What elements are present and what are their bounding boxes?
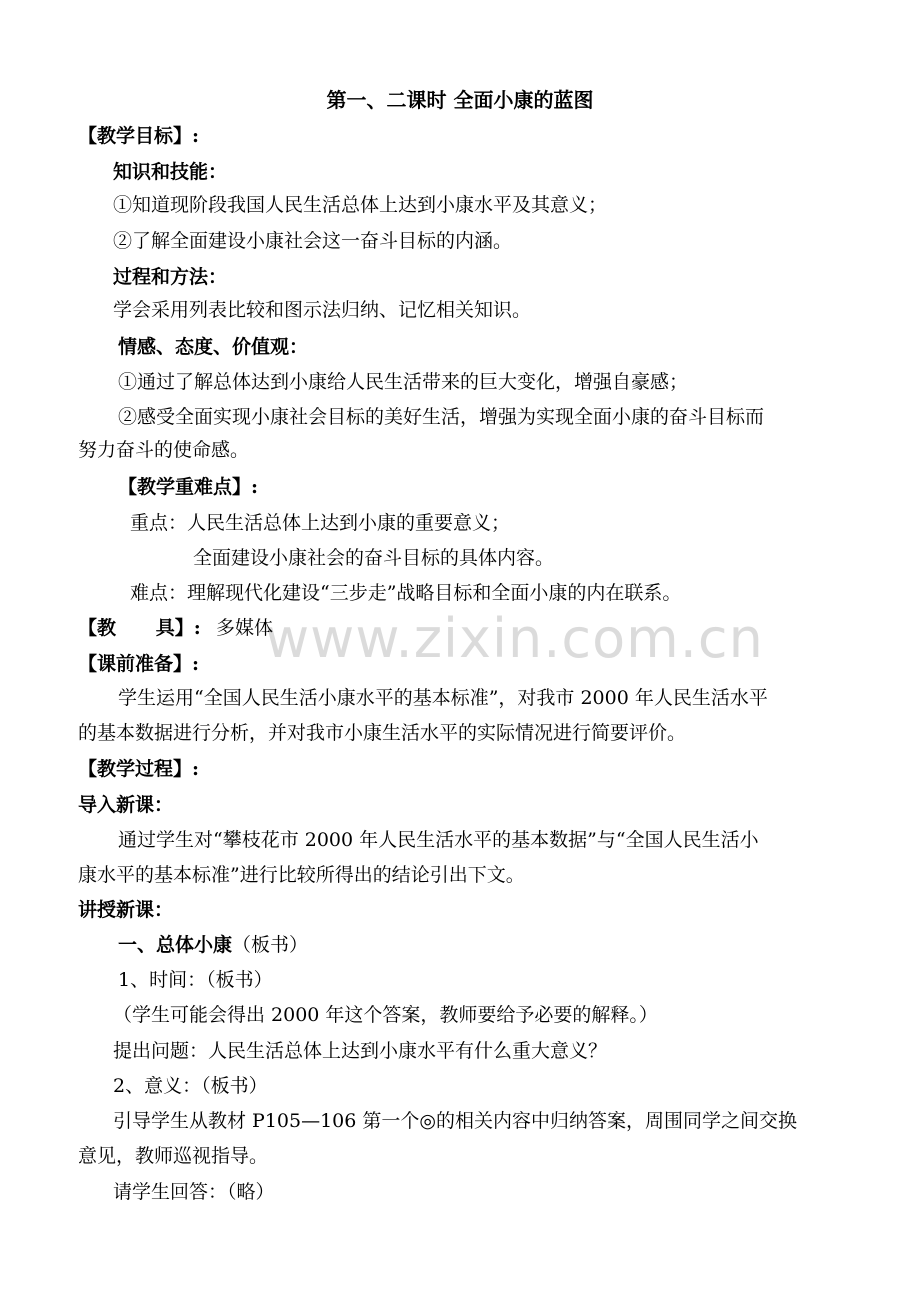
tools-heading: 【教 具】:	[78, 617, 201, 639]
item-1-time: 1、时间：（板书）	[118, 969, 273, 991]
process-method-item: 学会采用列表比较和图示法归纳、记忆相关知识。	[113, 299, 532, 321]
guide-line-1: 引导学生从教材 P105—106 第一个◎的相关内容中归纳答案，周围同学之间交换	[113, 1110, 797, 1132]
tools-value: 多媒体	[216, 617, 274, 639]
knowledge-item-2: ②了解全面建设小康社会这一奋斗目标的内涵。	[113, 230, 513, 252]
intro-line-1: 通过学生对“攀枝花市 2000 年人民生活水平的基本数据”与“全国人民生活小	[118, 829, 759, 851]
emotion-item-1: ①通过了解总体达到小康给人民生活带来的巨大变化，增强自豪感；	[118, 371, 689, 393]
answer-line: 请学生回答：（略）	[113, 1181, 275, 1203]
intro-heading: 导入新课：	[78, 794, 174, 816]
page-title: 第一、二课时 全面小康的蓝图	[326, 88, 594, 112]
item-1-note: （学生可能会得出 2000 年这个答案，教师要给予必要的解释。）	[113, 1004, 658, 1026]
prep-line-1: 学生运用“全国人民生活小康水平的基本标准”，对我市 2000 年人民生活水平	[118, 687, 768, 709]
prep-line-2: 的基本数据进行分析，并对我市小康生活水平的实际情况进行简要评价。	[78, 722, 687, 744]
emotion-item-2-line-2: 努力奋斗的使命感。	[78, 439, 250, 461]
key-point-2: 全面建设小康社会的奋斗目标的具体内容。	[193, 547, 555, 569]
section-1-heading	[118, 933, 308, 957]
intro-line-2: 康水平的基本标准”进行比较所得出的结论引出下文。	[78, 864, 525, 886]
keypoints-heading: 【教学重难点】:	[118, 476, 259, 498]
objectives-heading: 【教学目标】:	[78, 125, 200, 147]
question-line: 提出问题：人民生活总体上达到小康水平有什么重大意义？	[113, 1040, 608, 1062]
difficult-point: 难点：理解现代化建设“三步走”战略目标和全面小康的内在联系。	[130, 582, 682, 604]
emotion-item-2-line-1: ②感受全面实现小康社会目标的美好生活，增强为实现全面小康的奋斗目标而	[118, 406, 765, 428]
section-1-note: （板书）	[232, 934, 309, 956]
prep-heading: 【课前准备】:	[78, 653, 200, 675]
guide-line-2: 意见，教师巡视指导。	[78, 1145, 269, 1167]
watermark-text: www.zixin.com.cn	[265, 607, 764, 670]
item-2-significance: 2、意义：（板书）	[113, 1075, 268, 1097]
process-method-heading: 过程和方法：	[113, 266, 228, 288]
section-1-title: 一、总体小康	[118, 934, 233, 956]
teach-heading: 讲授新课：	[78, 899, 174, 921]
process-heading: 【教学过程】:	[78, 758, 200, 780]
emotion-heading: 情感、态度、价值观：	[118, 336, 309, 358]
knowledge-item-1: ①知道现阶段我国人民生活总体上达到小康水平及其意义；	[113, 194, 608, 216]
key-point-1: 重点：人民生活总体上达到小康的重要意义；	[130, 512, 511, 534]
knowledge-heading: 知识和技能：	[113, 161, 228, 183]
